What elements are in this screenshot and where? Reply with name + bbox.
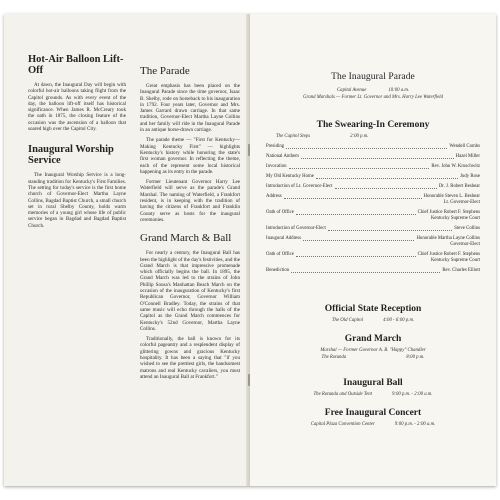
swearing-in-location: The Capitol Steps (276, 134, 311, 139)
reception-time: 4:00 - 6:00 p.m. (383, 318, 415, 323)
ball-heading: Inaugural Ball (343, 378, 403, 388)
program-person: Rev. Charles Elliott (442, 268, 480, 273)
balloon-section (28, 54, 126, 132)
parade-heading: The Inaugural Parade (331, 72, 415, 82)
reception-heading: Official State Reception (324, 304, 422, 314)
program-row (266, 154, 480, 160)
parade-location: Capital Avenue (336, 88, 367, 93)
program-person: Steve Collins (454, 226, 480, 231)
program-row (266, 236, 480, 248)
program-role: National Anthem (266, 154, 299, 159)
left-column-b (140, 66, 240, 384)
parade-paragraph-1: Great emphasis has been placed on the Inaugural Parade since the time governor, Isaac B. Shelby, rode on horseback to his inauguration in 1792. Four years later, Governor and Mrs. James Garrard drawn carriage. In that same tradition, Governor-Elect Martha Layne Collins and her family will ride in the Inaugural Parade in an antique horse-drawn carriage. (140, 83, 240, 134)
program-person-title: Kentucky Supreme Court (430, 216, 480, 221)
program-row (266, 174, 480, 180)
program-list (266, 144, 480, 274)
program-person: Dr. J. Robert Beshear (438, 184, 480, 189)
ball-article (140, 233, 240, 380)
program-role: Introduction of Lt. Governor-Elect (266, 184, 333, 189)
program-role: Inaugural Address (266, 236, 302, 241)
program-person-title: Governor-Elect (450, 242, 480, 247)
program-role: Introduction of Governor-Elect (266, 226, 326, 231)
program-row (266, 226, 480, 232)
program-booklet (4, 14, 496, 486)
worship-paragraph: The Inaugural Worship Service is a long-standing tradition for Kentucky's First Families. The setting for today's service is the first home church of Governor-Elect Martha Layne Collins, Bagdad Baptist Church, a small church set in rural Shelby County, holds warm memories of a young girl whose life of public service began in Bagdad and Bagdad Baptist Church. (28, 172, 126, 229)
program-role: Presiding (266, 144, 285, 149)
parade-marshals: Grand Marshals — Former Lt. Governor and Mrs. Harry Lee Waterfield (303, 95, 443, 100)
parade-paragraph-3: Former Lieutenant Governor Harry Lee Waterfield will serve as the parade's Grand Marshal. The naming of Waterfield, a Frankfort resident, is in keeping with the tradition of having the citizens of Frankfort and Franklin County serve as hosts for the inaugural ceremonies. (140, 179, 240, 223)
ball-paragraph-1: For nearly a century, the Inaugural Ball has been the highlight of the day's festivities, and the Grand March is that impressive promenade which officially begins the ball. In 1895, the Grand March was led to the strains of John Phillip Sousa's Manhattan Beach March on the occasion of the inauguration of Kentucky's first Republican Governor, Governor William O'Connell Bradley. Today, the strains of that same music will echo through the halls of the Capitol as the Grand March commences for Kentucky's 52nd Governor, Martha Layne Collins. (140, 250, 240, 332)
ball-paragraph-2: Traditionally, the ball is known for its colorful pageantry and a resplendent display of glittering gowns and gracious Kentucky hospitality. It has been a saying that "if you wished to see the prettiest girls, the handsomest matrons and real Kentucky cavaliers, you must attend an Inaugural Ball at Frankfort." (140, 336, 240, 380)
left-column-a (28, 54, 126, 233)
ball-location: The Rotunda and Outside Tent (313, 392, 372, 397)
program-row (266, 184, 480, 190)
swearing-in-heading: The Swearing-In Ceremony (316, 120, 430, 130)
grand-march-heading: Grand March (344, 334, 402, 344)
program-row (266, 210, 480, 222)
program-person: Chief Justice Robert F. Stephens (417, 252, 480, 257)
program-row (266, 144, 480, 150)
program-role: Benediction (266, 268, 290, 273)
grand-march-location: The Rotunda (321, 355, 347, 360)
ball-time: 9:00 p.m. - 2:00 a.m. (391, 392, 433, 397)
swearing-in-time: 2:00 p.m. (350, 134, 369, 139)
program-row (266, 252, 480, 264)
grand-march-time: 8:00 p.m. (406, 355, 425, 360)
grand-march-marshal: Marshal — Former Governor A. B. "Happy" Chandler (320, 348, 426, 353)
parade-time: 10:00 a.m. (388, 88, 409, 93)
parade-article (140, 66, 240, 223)
concert-time: 9:00 p.m. - 2:00 a.m. (394, 422, 436, 427)
worship-section (28, 144, 126, 229)
balloon-paragraph: At dawn, the Inaugural Day will begin with colorful hot-air balloons taking flight from the Capitol grounds. As with every event of the day, the balloon lift-off itself has historical significance. When James R. McCreary took the oath in 1875, the closing feature of the occasion was the ascension of a balloon that soared high over the Capitol City. (28, 82, 126, 133)
program-person: Judy Rose (460, 174, 480, 179)
ball-article-heading: Grand March & Ball (140, 232, 232, 245)
program-person: Chief Justice Robert F. Stephens (417, 210, 480, 215)
program-person-title: Lt. Governor-Elect (443, 200, 480, 205)
program-row (266, 164, 480, 170)
concert-location: Capital Plaza Convention Center (310, 422, 375, 427)
program-person: Rev. John W. Kruschwitz (431, 164, 480, 169)
program-role: Address (266, 194, 282, 199)
concert-schedule (266, 408, 480, 428)
swearing-in-schedule (266, 120, 480, 278)
program-role: Oath of Office (266, 210, 294, 215)
program-person: Honorable Steven L. Beshear (423, 194, 480, 199)
program-row (266, 194, 480, 206)
program-role: Oath of Office (266, 252, 294, 257)
reception-schedule (266, 304, 480, 324)
program-person-title: Kentucky Supreme Court (430, 258, 480, 263)
grand-march-schedule (266, 334, 480, 361)
ball-schedule (266, 378, 480, 398)
concert-heading: Free Inaugural Concert (324, 408, 422, 418)
reception-location: The Old Capitol (331, 318, 364, 323)
left-page (4, 14, 250, 486)
parade-paragraph-2: The parade theme — "First for Kentucky—Making Kentucky First" — highlights Kentucky's history while honoring the state's first woman governor. In reflecting the theme, each of the represent some local historical happening as its entry in the parade. (140, 137, 240, 175)
right-page (250, 14, 496, 486)
program-person: Hazel Miller (455, 154, 480, 159)
parade-schedule (266, 72, 480, 101)
program-role: My Old Kentucky Home (266, 174, 314, 179)
program-row (266, 268, 480, 274)
program-person: Wendell Combs (449, 144, 480, 149)
program-person: Honorable Martha Layne Collins (416, 236, 480, 241)
program-role: Invocation (266, 164, 287, 169)
worship-heading: Inaugural Worship Service (28, 144, 114, 167)
parade-article-heading: The Parade (140, 65, 190, 77)
balloon-heading: Hot-Air Balloon Lift-Off (28, 54, 124, 76)
